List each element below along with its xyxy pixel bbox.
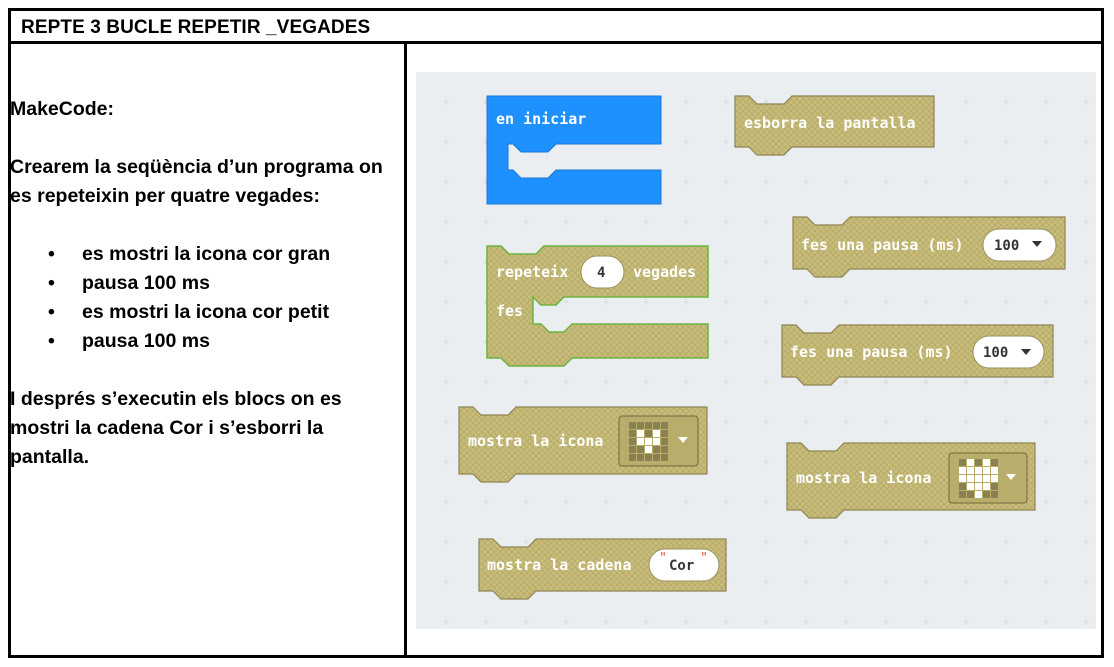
clear-screen-label: esborra la pantalla bbox=[744, 114, 916, 132]
header-bar bbox=[11, 11, 1101, 44]
makecode-workspace[interactable] bbox=[416, 72, 1096, 629]
pause-label-2: fes una pausa (ms) bbox=[790, 343, 953, 361]
string-field[interactable] bbox=[649, 549, 719, 581]
pause-block-1[interactable] bbox=[793, 217, 1065, 277]
led-cell bbox=[629, 422, 636, 429]
led-cell bbox=[645, 438, 652, 445]
led-cell bbox=[653, 446, 660, 453]
led-cell bbox=[959, 467, 966, 474]
led-cell bbox=[983, 459, 990, 466]
list-item: • pausa 100 ms bbox=[10, 269, 385, 298]
led-cell bbox=[661, 454, 668, 461]
string-quote-right: " bbox=[701, 551, 707, 566]
list-item: • es mostri la icona cor petit bbox=[10, 298, 385, 327]
led-cell bbox=[975, 467, 982, 474]
led-cell bbox=[629, 454, 636, 461]
led-cell bbox=[983, 467, 990, 474]
instructions-outro: I després s’executin els blocs on es mostri la cadena Cor i s’esborri la pantalla. bbox=[10, 388, 342, 468]
steps-list bbox=[10, 240, 385, 356]
led-cell bbox=[975, 459, 982, 466]
instructions-panel bbox=[10, 95, 385, 472]
repeat-label: repeteix bbox=[496, 263, 569, 281]
led-cell bbox=[983, 475, 990, 482]
show-string-label: mostra la cadena bbox=[487, 556, 632, 574]
instructions-intro: Crearem la seqüència d’un programa on es repeteixin per quatre vegades: bbox=[10, 156, 383, 207]
show-string-block[interactable] bbox=[479, 539, 726, 599]
led-cell bbox=[637, 430, 644, 437]
led-cell bbox=[645, 454, 652, 461]
icon-dropdown-small[interactable] bbox=[619, 416, 698, 466]
led-cell bbox=[967, 475, 974, 482]
led-cell bbox=[645, 422, 652, 429]
led-cell bbox=[637, 446, 644, 453]
string-quote-left: " bbox=[660, 551, 666, 566]
led-cell bbox=[967, 483, 974, 490]
string-value: Cor bbox=[669, 558, 695, 574]
on-start-label: en iniciar bbox=[496, 110, 587, 128]
pause-label-1: fes una pausa (ms) bbox=[801, 236, 964, 254]
big-heart-icon bbox=[959, 459, 998, 498]
led-cell bbox=[661, 430, 668, 437]
led-cell bbox=[967, 459, 974, 466]
led-cell bbox=[967, 467, 974, 474]
led-cell bbox=[991, 459, 998, 466]
show-icon-block-small[interactable] bbox=[459, 407, 707, 482]
pause-value-1: 100 bbox=[994, 238, 1020, 254]
show-icon-block-big[interactable] bbox=[787, 443, 1035, 518]
led-cell bbox=[983, 491, 990, 498]
led-cell bbox=[967, 491, 974, 498]
show-icon-label-big: mostra la icona bbox=[796, 469, 932, 487]
led-cell bbox=[653, 454, 660, 461]
pause-value-2: 100 bbox=[983, 345, 1009, 361]
show-icon-label-small: mostra la icona bbox=[468, 432, 604, 450]
led-cell bbox=[975, 483, 982, 490]
led-cell bbox=[637, 454, 644, 461]
pause-value-dropdown-1[interactable] bbox=[983, 229, 1056, 261]
list-item: • pausa 100 ms bbox=[10, 327, 385, 356]
led-cell bbox=[653, 430, 660, 437]
led-cell bbox=[653, 438, 660, 445]
led-cell bbox=[629, 430, 636, 437]
pause-value-dropdown-2[interactable] bbox=[973, 336, 1044, 368]
pause-block-2[interactable] bbox=[782, 325, 1053, 385]
instructions-heading: MakeCode: bbox=[10, 98, 115, 120]
list-item: • es mostri la icona cor gran bbox=[10, 240, 385, 269]
repeat-do-label: fes bbox=[496, 302, 524, 320]
small-heart-icon bbox=[629, 422, 668, 461]
led-cell bbox=[991, 483, 998, 490]
led-cell bbox=[959, 491, 966, 498]
repeat-times-label: vegades bbox=[633, 263, 697, 281]
led-cell bbox=[629, 446, 636, 453]
page-title: REPTE 3 BUCLE REPETIR _VEGADES bbox=[21, 17, 371, 38]
led-cell bbox=[991, 467, 998, 474]
led-cell bbox=[645, 430, 652, 437]
repeat-count: 4 bbox=[597, 265, 606, 281]
led-cell bbox=[653, 422, 660, 429]
icon-dropdown-big[interactable] bbox=[949, 453, 1027, 503]
led-cell bbox=[959, 475, 966, 482]
led-cell bbox=[991, 475, 998, 482]
led-cell bbox=[983, 483, 990, 490]
led-cell bbox=[629, 438, 636, 445]
clear-screen-block[interactable] bbox=[735, 96, 934, 155]
led-cell bbox=[661, 446, 668, 453]
led-cell bbox=[661, 422, 668, 429]
column-divider bbox=[404, 44, 407, 655]
led-cell bbox=[661, 438, 668, 445]
led-cell bbox=[637, 422, 644, 429]
led-cell bbox=[959, 459, 966, 466]
led-cell bbox=[991, 491, 998, 498]
repeat-count-field[interactable] bbox=[581, 256, 624, 288]
led-cell bbox=[959, 483, 966, 490]
led-cell bbox=[637, 438, 644, 445]
led-cell bbox=[975, 475, 982, 482]
led-cell bbox=[645, 446, 652, 453]
led-cell bbox=[975, 491, 982, 498]
